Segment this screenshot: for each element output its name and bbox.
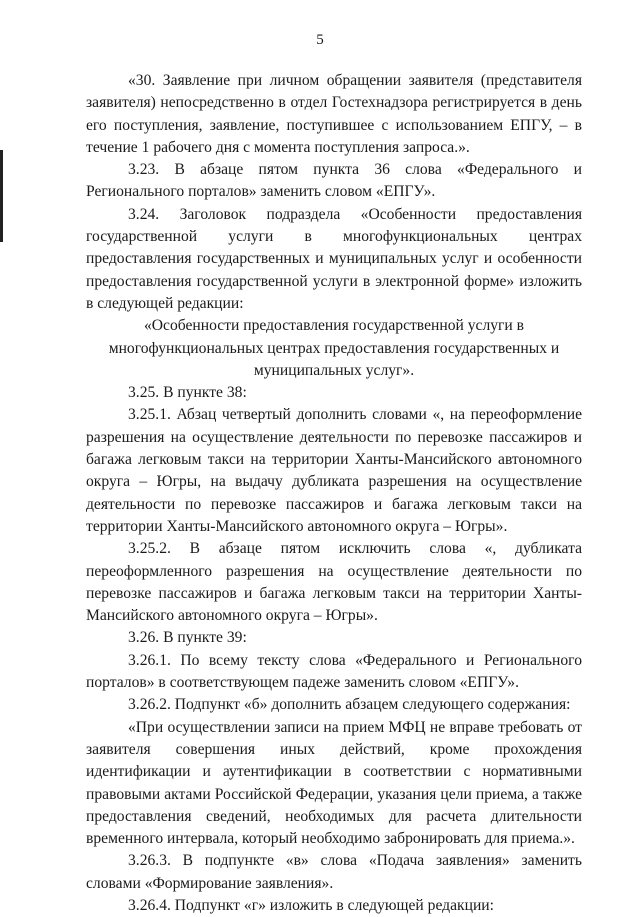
paragraph-3-25-2: 3.25.2. В абзаце пятом исключить слова «, дубликата переоформленного разрешения на осуществление деятельности по перевозке пассажиров и багажа легковым такси на территории Ханты-Мансийского автономного округа – Югры».: [86, 540, 582, 625]
paragraph-3-26-4: 3.26.4. Подпункт «г» изложить в следующей редакции:: [128, 896, 494, 914]
paragraph-3-25-1: 3.25.1. Абзац четвертый дополнить словами «, на переоформление разрешения на осуществление деятельности по перевозке пассажиров и багажа легковым такси на территории Ханты-Мансийского автономного округа – Югры, на выдачу дубликата разрешения на осуществление деятельности по перевозке пассажиров и багажа легковым такси на территории Ханты-Мансийского автономного округа – Югры».: [86, 406, 582, 535]
paragraph-3-26-1: 3.26.1. По всему тексту слова «Федерального и Регионального порталов» в соответствующем падеже заменить словом «ЕПГУ».: [86, 651, 582, 692]
paragraph-3-26-2: 3.26.2. Подпункт «б» дополнить абзацем следующего содержания:: [128, 696, 571, 714]
quoted-paragraph: «При осуществлении записи на прием МФЦ не вправе требовать от заявителя совершения иных действий, кроме прохождения идентификации и аутентификации в соответствии с нормативными правовыми актами Российской Федерации, указания цели приема, а также предоставления сведений, необходимых для расчета длительности временного интервала, который необходимо забронировать для приема.».: [86, 718, 582, 848]
quoted-heading: «Особенности предоставления государственной услуги в многофункциональных центрах предоставления государственных и муниципальных услуг».: [108, 317, 560, 379]
paragraph-3-25: 3.25. В пункте 38:: [128, 384, 247, 402]
paragraph-3-26-3: 3.26.3. В подпункте «в» слова «Подача заявления» заменить словами «Формирование заявления».: [86, 852, 582, 892]
paragraph-3-26: 3.26. В пункте 39:: [128, 629, 247, 647]
paragraph-30: «30. Заявление при личном обращении заявителя (представителя заявителя) непосредственно в отдел Гостехнадзора регистрируется в день его поступления, заявление, поступившее с использованием ЕПГУ, – в течение 1 рабочего дня с момента поступления запроса.».: [86, 72, 582, 156]
document-body: [86, 70, 582, 917]
paragraph-3-24: 3.24. Заголовок подраздела «Особенности предоставления государственной услуги в многофункциональных центрах предоставления государственных и муниципальных услуг и особенности предоставления государственной услуги в электронной форме» изложить в следующей редакции:: [86, 205, 582, 312]
paragraph-3-23: 3.23. В абзаце пятом пункта 36 слова «Федерального и Регионального порталов» заменить словом «ЕПГУ».: [86, 161, 582, 201]
margin-mark: [0, 150, 3, 242]
page-number: 5: [316, 32, 324, 48]
